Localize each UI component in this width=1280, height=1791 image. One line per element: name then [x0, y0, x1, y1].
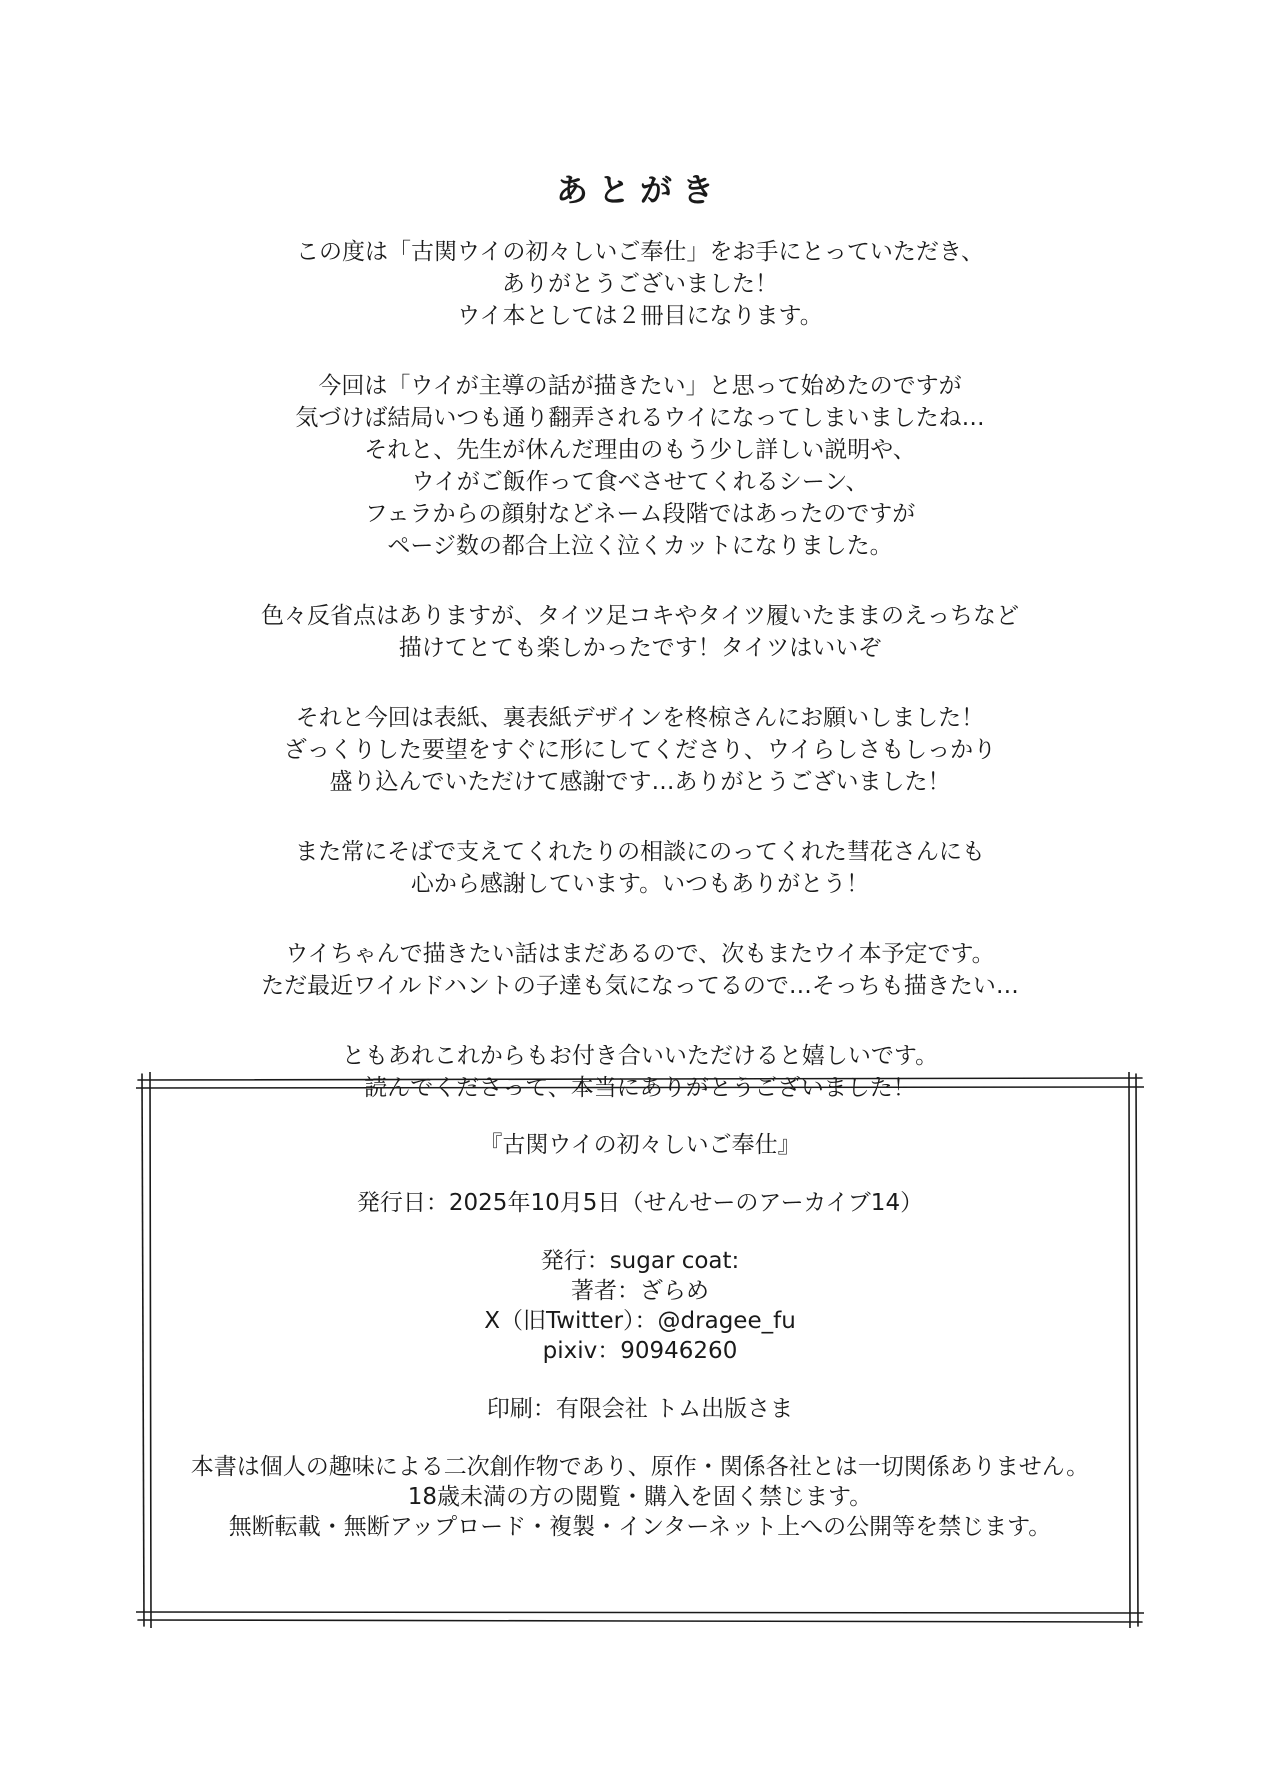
afterword-paragraph: [0, 938, 1280, 1002]
afterword-paragraph: [0, 600, 1280, 664]
notice-line: 本書は個人の趣味による二次創作物であり、原作・関係各社とは一切関係ありません。: [190, 1454, 1090, 1480]
afterword-paragraph: [0, 702, 1280, 798]
text-line: ページ数の都合上泣く泣くカットになりました。: [387, 533, 893, 559]
notice-line: 18歳未満の方の閲覧・購入を固く禁じます。: [407, 1484, 873, 1510]
publisher: 発行：sugar coat:: [540, 1248, 740, 1274]
release-date: 発行日：2025年10月5日（せんせーのアーカイブ14）: [356, 1190, 924, 1216]
text-line: ウイ本としては２冊目になります。: [457, 303, 823, 329]
text-line: 色々反省点はありますが、タイツ足コキやタイツ履いたままのえっちなど: [260, 603, 1020, 629]
text-line: それと今回は表紙、裏表紙デザインを柊椋さんにお願いしました！: [295, 705, 985, 731]
afterword-section: [0, 168, 1280, 1142]
text-line: フェラからの顔射などネーム段階ではあったのですが: [364, 501, 916, 527]
pixiv-id: pixiv：90946260: [542, 1338, 738, 1364]
text-line: ただ最近ワイルドハントの子達も気になってるので…そっちも描きたい…: [261, 973, 1019, 999]
text-line: ありがとうございました！: [502, 271, 778, 297]
notice-line: 無断転載・無断アップロード・複製・インターネット上への公開等を禁じます。: [228, 1514, 1052, 1540]
author: 著者：ざらめ: [571, 1278, 709, 1304]
afterword-paragraph: [0, 236, 1280, 332]
text-line: 今回は「ウイが主導の話が描きたい」と思って始めたのですが: [318, 373, 962, 399]
text-line: 盛り込んでいただけて感謝です…ありがとうございました！: [329, 769, 951, 795]
text-line: 読んでくださって、本当にありがとうございました！: [364, 1075, 916, 1101]
twitter-handle: X（旧Twitter）：@dragee_fu: [484, 1308, 796, 1334]
text-line: この度は「古関ウイの初々しいご奉仕」をお手にとっていただき、: [296, 239, 984, 265]
afterword-paragraph: [0, 370, 1280, 562]
text-line: ざっくりした要望をすぐに形にしてくださり、ウイらしさもしっかり: [283, 737, 997, 763]
book-title: 『古関ウイの初々しいご奉仕』: [479, 1132, 801, 1158]
text-line: それと、先生が休んだ理由のもう少し詳しい説明や、: [364, 437, 916, 463]
text-line: 心から感謝しています。いつもありがとう！: [410, 871, 870, 897]
text-line: ウイがご飯作って食べさせてくれるシーン、: [411, 469, 869, 495]
text-line: 描けてとても楽しかったです！タイツはいいぞ: [398, 635, 882, 661]
text-line: 気づけば結局いつも通り翻弄されるウイになってしまいましたね…: [295, 405, 985, 431]
printer: 印刷：有限会社 トム出版さま: [486, 1396, 794, 1422]
text-line: ウイちゃんで描きたい話はまだあるので、次もまたウイ本予定です。: [285, 941, 995, 967]
colophon-section: [136, 1130, 1144, 1570]
text-line: また常にそばで支えてくれたりの相談にのってくれた彗花さんにも: [295, 839, 985, 865]
afterword-paragraph: [0, 836, 1280, 900]
text-line: ともあれこれからもお付き合いいただけると嬉しいです。: [341, 1043, 939, 1069]
afterword-title: あとがき: [555, 171, 724, 209]
